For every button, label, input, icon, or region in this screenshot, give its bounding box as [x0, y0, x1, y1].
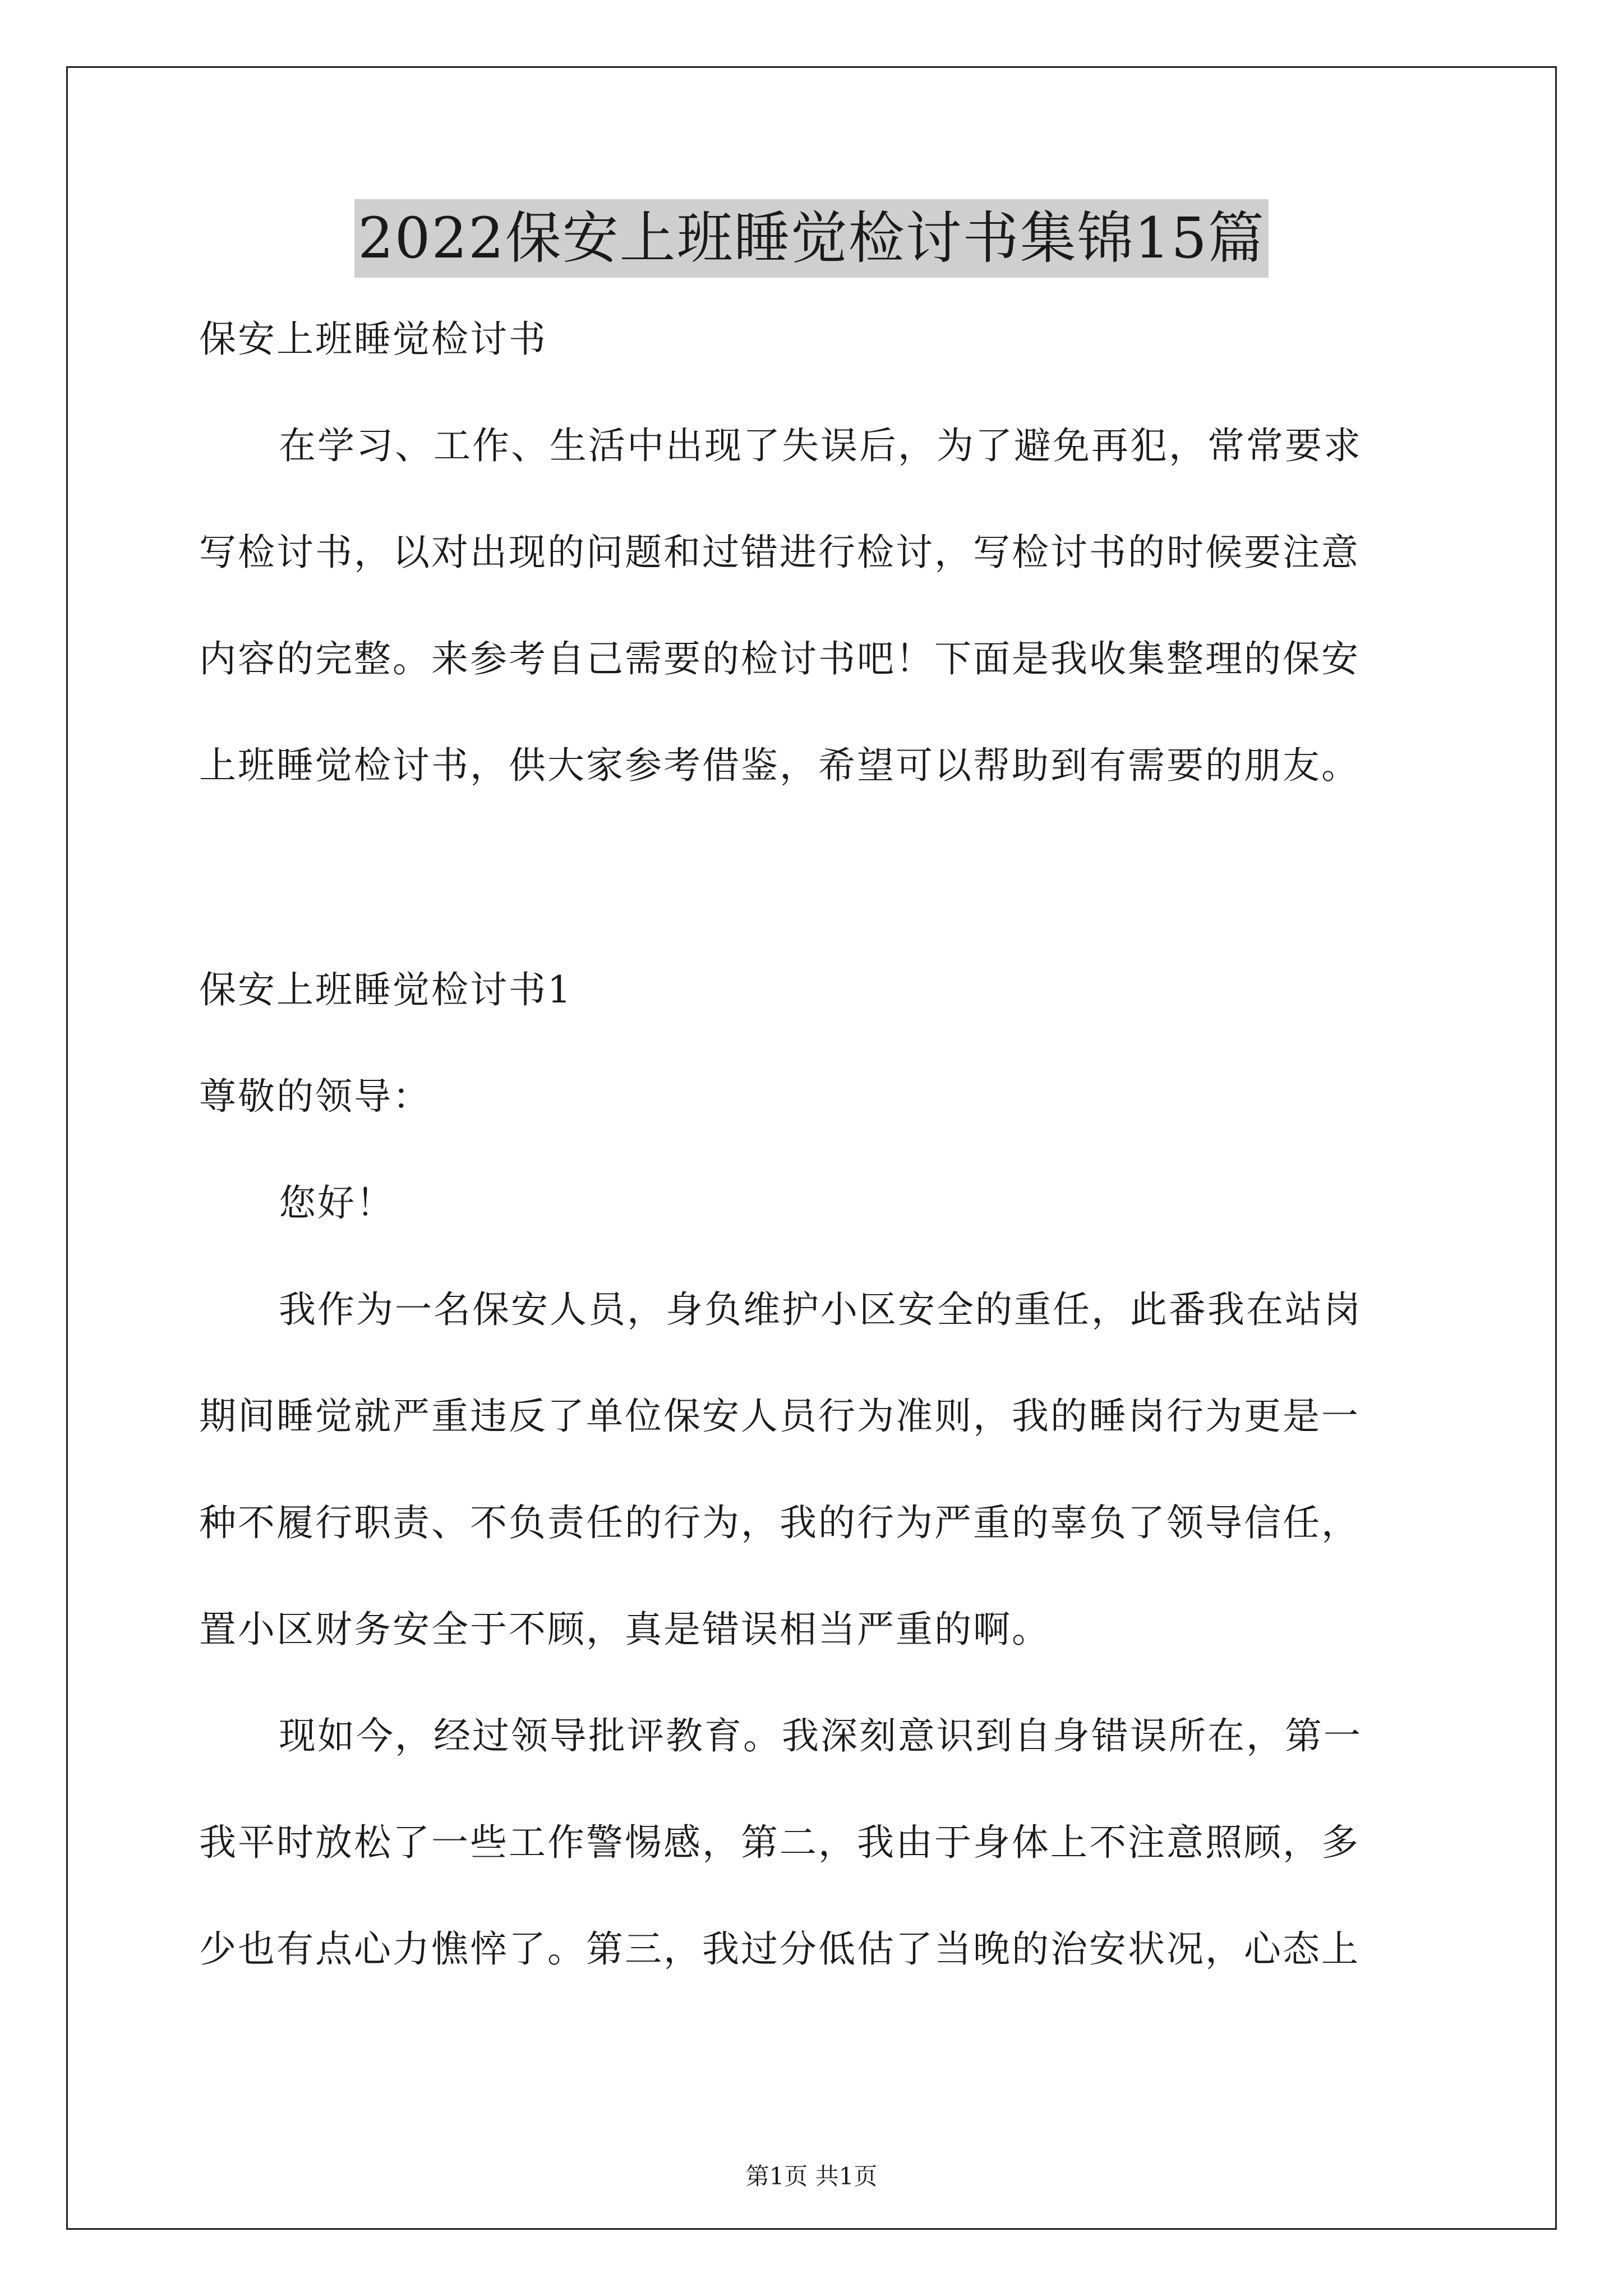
intro-line: 内容的完整。来参考自己需要的检讨书吧！下面是我收集整理的保安: [199, 637, 1360, 680]
section-heading: 保安上班睡觉检讨书1: [199, 968, 573, 1011]
salutation: 尊敬的领导：: [199, 1075, 431, 1118]
paragraph-line: 现如今，经过领导批评教育。我深刻意识到自身错误所在，第一: [279, 1714, 1362, 1757]
page-footer: 第1页 共1页: [745, 2162, 878, 2190]
paragraph-line: 置小区财务安全于不顾，真是错误相当严重的啊。: [199, 1608, 1050, 1651]
intro-line: 在学习、工作、生活中出现了失误后，为了避免再犯，常常要求: [279, 424, 1362, 467]
paragraph-line: 我平时放松了一些工作警惕感，第二，我由于身体上不注意照顾，多: [199, 1821, 1360, 1864]
intro-line: 上班睡觉检讨书，供大家参考借鉴，希望可以帮助到有需要的朋友。: [199, 744, 1360, 787]
intro-line: 写检讨书，以对出现的问题和过错进行检讨，写检讨书的时候要注意: [199, 531, 1360, 574]
paragraph-line: 种不履行职责、不负责任的行为，我的行为严重的辜负了领导信任，: [199, 1501, 1360, 1544]
document-title: 2022保安上班睡觉检讨书集锦15篇: [354, 199, 1269, 278]
title-container: [0, 199, 1623, 278]
page-border: [66, 66, 1557, 2230]
paragraph-line: 我作为一名保安人员，身负维护小区安全的重任，此番我在站岗: [279, 1288, 1362, 1331]
paragraph-line: 期间睡觉就严重违反了单位保安人员行为准则，我的睡岗行为更是一: [199, 1395, 1360, 1438]
paragraph-line: 少也有点心力憔悴了。第三，我过分低估了当晚的治安状况，心态上: [199, 1927, 1360, 1971]
subtitle: 保安上班睡觉检讨书: [199, 318, 547, 361]
greeting: 您好！: [279, 1181, 395, 1225]
